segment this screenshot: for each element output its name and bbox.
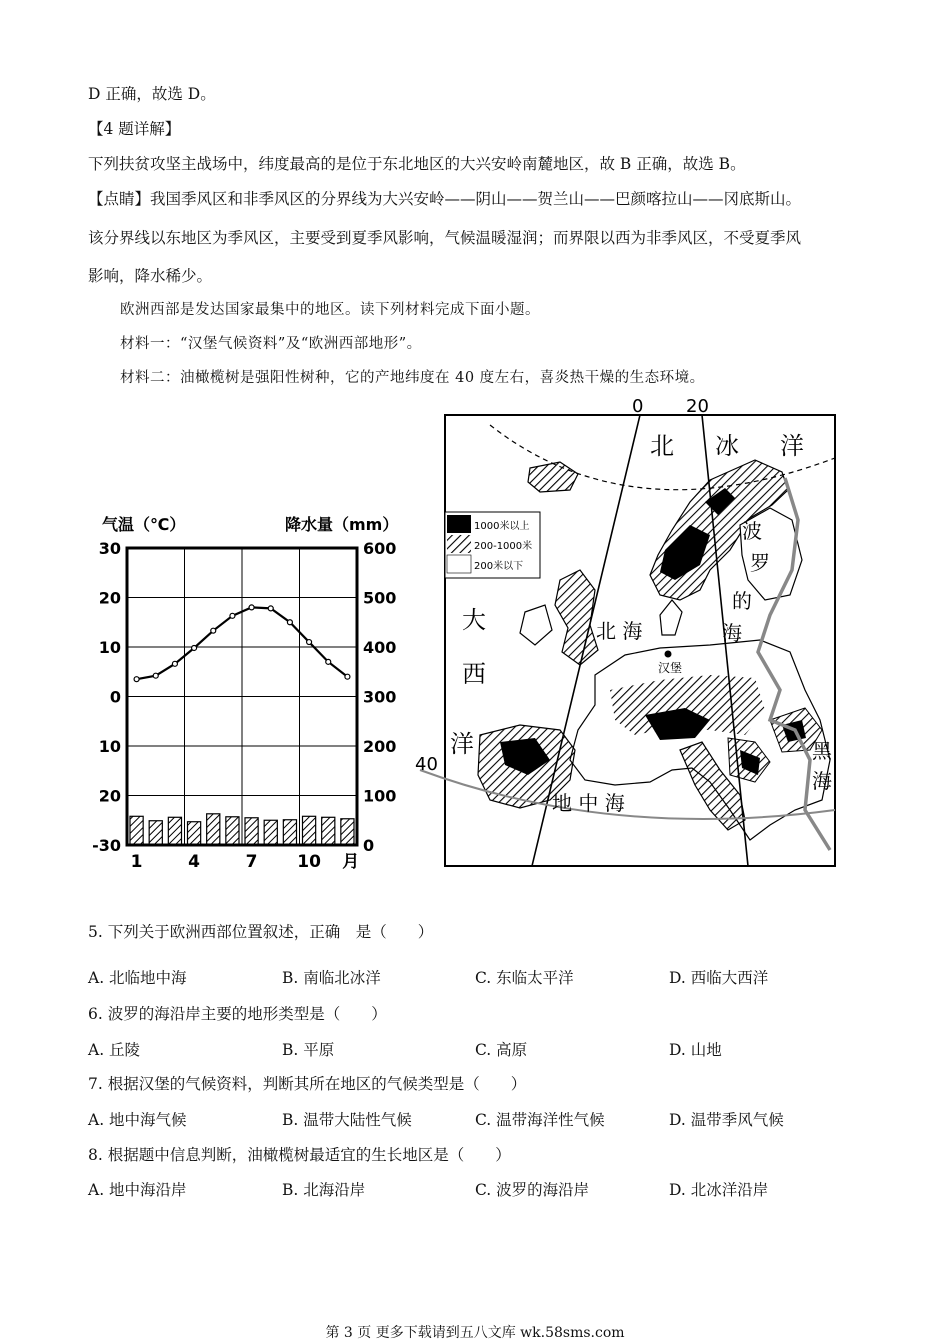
y-tick-right: 100 (363, 786, 397, 806)
precip-bar (264, 820, 277, 845)
precip-bar (188, 822, 201, 845)
question-stem: 7. 根据汉堡的气候资料，判断其所在地区的气候类型是（ ） (88, 1075, 527, 1093)
y-tick-right: 400 (363, 638, 397, 657)
precip-bar (168, 817, 181, 845)
y-tick-right: 600 (363, 539, 397, 558)
option-a[interactable]: A. 丘陵 (88, 1041, 141, 1059)
label-baltic-1: 波 (742, 519, 762, 543)
legend-1000: 1000米以上 (474, 521, 530, 532)
material-two: 材料二：油橄榄树是强阳性树种，它的产地纬度在 40 度左右，喜炎热干燥的生态环境。 (120, 370, 705, 386)
option-c[interactable]: C. 温带海洋性气候 (475, 1111, 605, 1129)
intro-line: 欧洲西部是发达国家最集中的地区。读下列材料完成下面小题。 (120, 302, 540, 318)
x-tick: 1 (130, 852, 143, 872)
option-d[interactable]: D. 北冰洋沿岸 (669, 1181, 769, 1199)
temp-point (153, 673, 158, 678)
y-label-right: 降水量（mm） (285, 515, 399, 534)
precip-bar (130, 816, 143, 845)
label-black-sea-2: 海 (812, 769, 832, 793)
label-atlantic-2: 西 (462, 660, 486, 688)
y-tick-right: 0 (363, 836, 375, 855)
option-a[interactable]: A. 地中海沿岸 (88, 1181, 187, 1199)
temp-point (268, 606, 273, 611)
precip-bar (226, 817, 239, 845)
precip-bar (322, 817, 335, 845)
material-one: 材料一：“汉堡气候资料”及“欧洲西部地形”。 (120, 336, 422, 352)
temp-point (211, 628, 216, 633)
text-line: 下列扶贫攻坚主战场中，纬度最高的是位于东北地区的大兴安岭南麓地区，故 B 正确，故选 B。 (88, 155, 746, 173)
label-arctic-2: 冰 (715, 432, 739, 460)
y-tick-left: 0 (109, 687, 121, 707)
temp-point (134, 677, 139, 682)
tip-line: 【点睛】我国季风区和非季风区的分界线为大兴安岭——阴山——贺兰山——巴颜喀拉山——冈底斯山。 (88, 190, 802, 208)
y-tick-left: 20 (98, 588, 121, 608)
precip-bar (207, 814, 220, 845)
section-heading: 【4 题详解】 (88, 120, 181, 138)
y-tick-right: 200 (363, 737, 397, 756)
y-tick-left: 20 (98, 786, 121, 806)
question-stem: 8. 根据题中信息判断，油橄榄树最适宜的生长地区是（ ） (88, 1146, 511, 1164)
text-line: D 正确，故选 D。 (88, 85, 216, 103)
label-atlantic-1: 大 (462, 606, 486, 634)
label-north-sea: 北 海 (596, 619, 643, 643)
label-arctic-1: 北 (650, 432, 674, 460)
temp-point (345, 674, 350, 679)
option-d[interactable]: D. 山地 (669, 1041, 722, 1059)
question-stem: 6. 波罗的海沿岸主要的地形类型是（ ） (88, 1005, 387, 1023)
y-tick-left: -30 (92, 836, 121, 855)
precip-bar (341, 819, 354, 845)
option-b[interactable]: B. 南临北冰洋 (282, 969, 381, 987)
y-tick-right: 300 (363, 687, 397, 707)
temp-point (192, 645, 197, 650)
option-c[interactable]: C. 东临太平洋 (475, 969, 574, 987)
label-baltic-2: 罗 (750, 551, 770, 575)
page-footer: 第 3 页 更多下载请到五八文库 wk.58sms.com (325, 1325, 625, 1341)
meridian-20-label: 20 (686, 396, 709, 417)
meridian-0-label: 0 (632, 396, 644, 417)
x-unit: 月 (342, 852, 360, 872)
legend-200-1000: 200-1000米 (474, 541, 533, 552)
temp-point (172, 661, 177, 666)
y-tick-left: 10 (98, 638, 121, 657)
label-arctic-3: 洋 (780, 432, 804, 460)
precip-bar (149, 821, 162, 845)
climate-chart (80, 508, 410, 880)
map-legend (445, 512, 540, 578)
parallel-40-label: 40 (415, 754, 438, 775)
legend-200: 200米以下 (474, 561, 524, 572)
option-b[interactable]: B. 北海沿岸 (282, 1181, 366, 1199)
temp-point (326, 659, 331, 664)
precip-bar (245, 818, 258, 845)
y-tick-left: 30 (98, 539, 121, 558)
option-d[interactable]: D. 温带季风气候 (669, 1111, 784, 1129)
temp-point (307, 640, 312, 645)
option-b[interactable]: B. 温带大陆性气候 (282, 1111, 412, 1129)
y-tick-left: 10 (98, 737, 121, 756)
hamburg-dot (665, 651, 672, 658)
label-black-sea-1: 黑 (812, 739, 832, 763)
option-d[interactable]: D. 西临大西洋 (669, 969, 769, 987)
precip-bar (303, 816, 316, 845)
label-baltic-3: 的 (732, 589, 752, 613)
label-atlantic-3: 洋 (450, 730, 474, 758)
question-stem: 5. 下列关于欧洲西部位置叙述，正确 是（ ） (88, 923, 434, 941)
y-label-left: 气温（℃） (102, 515, 186, 534)
temp-point (249, 605, 254, 610)
label-mediterranean: 地 中 海 (552, 791, 625, 815)
y-tick-right: 500 (363, 588, 397, 608)
temp-point (230, 613, 235, 618)
option-a[interactable]: A. 地中海气候 (88, 1111, 187, 1129)
option-c[interactable]: C. 高原 (475, 1041, 528, 1059)
temp-point (287, 620, 292, 625)
text-line: 该分界线以东地区为季风区，主要受到夏季风影响，气候温暖湿润；而界限以西为非季风区，不受夏季风 (88, 229, 802, 247)
label-baltic-4: 海 (722, 621, 742, 645)
precip-bar (283, 820, 296, 845)
option-b[interactable]: B. 平原 (282, 1041, 335, 1059)
option-a[interactable]: A. 北临地中海 (88, 969, 187, 987)
x-tick: 4 (188, 852, 201, 872)
x-tick: 10 (297, 852, 321, 872)
option-c[interactable]: C. 波罗的海沿岸 (475, 1181, 590, 1199)
text-line: 影响，降水稀少。 (88, 267, 213, 285)
label-hamburg: 汉堡 (658, 661, 683, 675)
europe-map (410, 390, 840, 870)
x-tick: 7 (245, 852, 258, 872)
